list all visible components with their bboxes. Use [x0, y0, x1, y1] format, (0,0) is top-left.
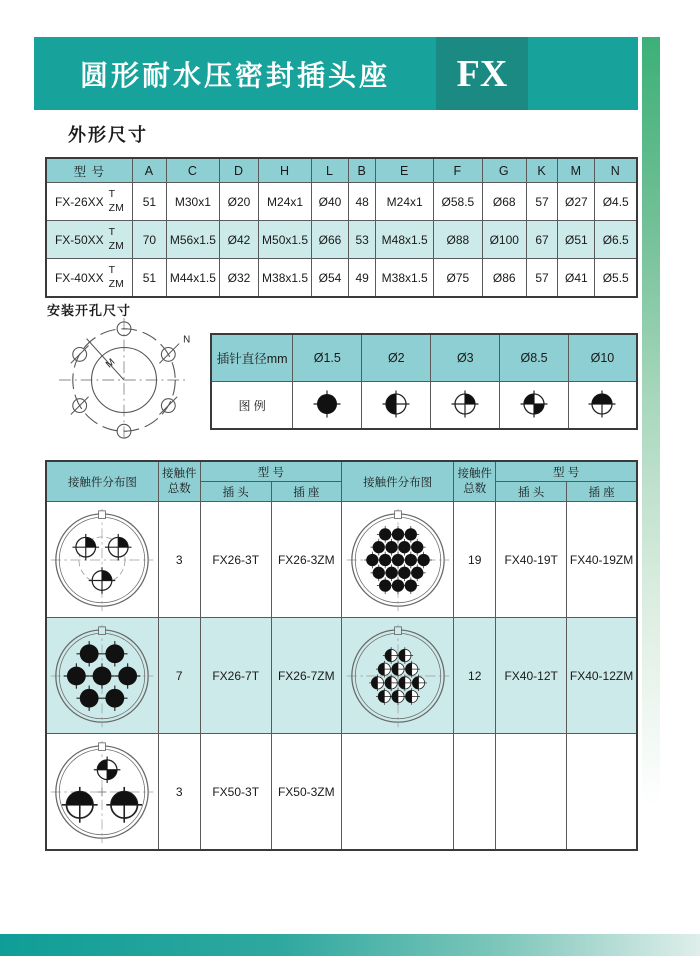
page-header-bar — [34, 37, 638, 110]
dim-header: N — [595, 158, 637, 183]
dimension-table — [45, 157, 638, 298]
page-title: 圆形耐水压密封插头座 — [79, 59, 390, 91]
diagram-cell-empty — [341, 734, 453, 851]
pin-diameter-table — [210, 333, 638, 430]
dim-cell: Ø68 — [482, 183, 526, 221]
pin-half-top-icon — [585, 387, 619, 421]
pin-diameter: Ø10 — [568, 334, 637, 382]
pin-quad-ne-icon — [448, 387, 482, 421]
plug-cell: FX40-19T — [496, 502, 567, 618]
pin-diameter: Ø2 — [362, 334, 431, 382]
dim-header: F — [434, 158, 482, 183]
dim-cell: M38x1.5 — [259, 259, 312, 298]
diagram-cell — [46, 502, 158, 618]
legend-cell — [500, 382, 569, 430]
mounting-hole-drawing — [50, 315, 198, 450]
pin-full-icon — [310, 387, 344, 421]
plug-cell: FX40-12T — [496, 618, 567, 734]
contact-row-1 — [46, 502, 637, 618]
header-plug: 插 头 — [200, 482, 271, 502]
connector-face-7pin-diagram — [49, 623, 155, 729]
dim-header: E — [376, 158, 434, 183]
dim-cell: Ø4.5 — [595, 183, 637, 221]
dim-cell: Ø88 — [434, 221, 482, 259]
dim-header: K — [526, 158, 557, 183]
dim-header-model: 型 号 — [46, 158, 132, 183]
dim-cell: Ø27 — [558, 183, 595, 221]
contact-row-3 — [46, 734, 637, 851]
model-cell: FX-40XX T ZM — [46, 259, 132, 298]
dim-cell: Ø54 — [311, 259, 348, 298]
dim-cell: M24x1 — [259, 183, 312, 221]
socket-cell: FX40-19ZM — [567, 502, 637, 618]
dim-cell: 67 — [526, 221, 557, 259]
dim-header: L — [311, 158, 348, 183]
count-cell: 3 — [158, 502, 200, 618]
contact-arrangement-table — [45, 460, 638, 851]
dim-cell: M44x1.5 — [167, 259, 220, 298]
pin-diameter: Ø3 — [431, 334, 500, 382]
header-model: 型 号 — [200, 461, 341, 482]
dim-cell: Ø100 — [482, 221, 526, 259]
dim-cell: M50x1.5 — [259, 221, 312, 259]
legend-cell — [431, 382, 500, 430]
count-cell: 12 — [454, 618, 496, 734]
header-count: 接触件 总数 — [158, 461, 200, 502]
dim-cell: 70 — [132, 221, 166, 259]
socket-cell: FX26-7ZM — [271, 618, 341, 734]
dim-cell: 57 — [526, 259, 557, 298]
side-accent-strip — [642, 37, 660, 847]
dim-cell: 51 — [132, 259, 166, 298]
diagram-cell — [46, 618, 158, 734]
diagram-cell — [341, 502, 453, 618]
socket-cell: FX50-3ZM — [271, 734, 341, 851]
dim-cell: Ø58.5 — [434, 183, 482, 221]
count-cell: 7 — [158, 618, 200, 734]
plug-cell: FX26-7T — [200, 618, 271, 734]
bottom-accent-bar — [0, 934, 700, 956]
dim-header: A — [132, 158, 166, 183]
header-diagram: 接触件分布图 — [341, 461, 453, 502]
pin-header-row — [211, 334, 637, 382]
header-socket: 插 座 — [271, 482, 341, 502]
dim-cell: 51 — [132, 183, 166, 221]
dim-cell: Ø41 — [558, 259, 595, 298]
socket-cell — [567, 734, 637, 851]
connector-face-19pin-diagram — [345, 507, 451, 613]
connector-face-3pin-diagram — [49, 507, 155, 613]
legend-label: 图 例 — [211, 382, 293, 430]
dim-cell: 53 — [349, 221, 376, 259]
dim-cell: Ø20 — [219, 183, 259, 221]
dim-header: B — [349, 158, 376, 183]
count-cell: 19 — [454, 502, 496, 618]
dim-row-fx26 — [46, 183, 637, 221]
dim-header-row — [46, 158, 637, 183]
socket-cell: FX40-12ZM — [567, 618, 637, 734]
pin-diameter: Ø1.5 — [293, 334, 362, 382]
legend-cell — [362, 382, 431, 430]
header-socket: 插 座 — [567, 482, 637, 502]
pin-legend-row — [211, 382, 637, 430]
model-cell: FX-26XX T ZM — [46, 183, 132, 221]
header-model: 型 号 — [496, 461, 637, 482]
legend-cell — [293, 382, 362, 430]
dim-cell: Ø5.5 — [595, 259, 637, 298]
dim-cell: 57 — [526, 183, 557, 221]
plug-cell — [496, 734, 567, 851]
connector-face-3pin-large-diagram — [49, 739, 155, 845]
count-cell: 3 — [158, 734, 200, 851]
section-title-mounting: 安装开孔尺寸 — [47, 303, 132, 318]
legend-cell — [568, 382, 637, 430]
label-n: N — [183, 334, 191, 346]
dim-cell: Ø66 — [311, 221, 348, 259]
dim-header: G — [482, 158, 526, 183]
header-diagram: 接触件分布图 — [46, 461, 158, 502]
dim-cell: Ø42 — [219, 221, 259, 259]
dim-cell: 49 — [349, 259, 376, 298]
dim-cell: Ø51 — [558, 221, 595, 259]
label-m: M — [103, 356, 118, 371]
section-title-dimensions: 外形尺寸 — [68, 125, 148, 145]
dim-cell: Ø6.5 — [595, 221, 637, 259]
dim-header: D — [219, 158, 259, 183]
plug-cell: FX26-3T — [200, 502, 271, 618]
dim-cell: Ø32 — [219, 259, 259, 298]
contact-header-row-1 — [46, 461, 637, 482]
dim-cell: M24x1 — [376, 183, 434, 221]
pin-quad-nwse-icon — [517, 387, 551, 421]
dim-cell: 48 — [349, 183, 376, 221]
dim-cell: Ø40 — [311, 183, 348, 221]
dim-row-fx40 — [46, 259, 637, 298]
dim-header: M — [558, 158, 595, 183]
dim-cell: Ø75 — [434, 259, 482, 298]
connector-face-12pin-diagram — [345, 623, 451, 729]
pin-half-left-icon — [379, 387, 413, 421]
dim-cell: Ø86 — [482, 259, 526, 298]
plug-cell: FX50-3T — [200, 734, 271, 851]
dim-header: C — [167, 158, 220, 183]
diagram-cell — [341, 618, 453, 734]
count-cell — [454, 734, 496, 851]
series-badge: FX — [436, 37, 528, 110]
dim-cell: M48x1.5 — [376, 221, 434, 259]
dim-cell: M38x1.5 — [376, 259, 434, 298]
contact-row-2 — [46, 618, 637, 734]
header-plug: 插 头 — [496, 482, 567, 502]
header-count: 接触件 总数 — [454, 461, 496, 502]
dim-cell: M30x1 — [167, 183, 220, 221]
pin-diameter-label: 插针直径mm — [211, 334, 293, 382]
dim-header: H — [259, 158, 312, 183]
dim-row-fx50 — [46, 221, 637, 259]
socket-cell: FX26-3ZM — [271, 502, 341, 618]
model-cell: FX-50XX T ZM — [46, 221, 132, 259]
diagram-cell — [46, 734, 158, 851]
dim-cell: M56x1.5 — [167, 221, 220, 259]
pin-diameter: Ø8.5 — [500, 334, 569, 382]
